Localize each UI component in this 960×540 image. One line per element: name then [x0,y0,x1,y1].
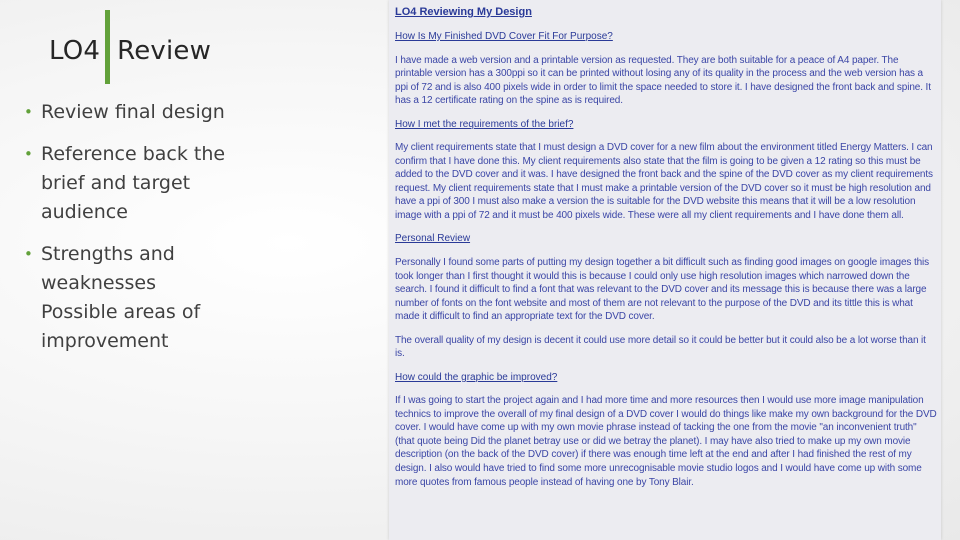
section-heading: Personal Review [395,233,471,245]
bullet-item [21,98,381,127]
section-heading: How I met the requirements of the brief? [395,118,574,130]
bullet-item [21,140,381,227]
bullet-text: Strengths and weaknesses Possible areas of improvement [41,243,201,352]
bullet-text: Reference back the brief and target audience [41,143,226,223]
section-heading: How Is My Finished DVD Cover Fit For Purpose? [395,31,613,42]
slide-title: LO4 Review [49,36,212,66]
bullet-list [21,98,381,369]
section-paragraph: Personally I found some parts of putting my design together a bit difficult such as finding good images on google images this took longer than I first thought it would this is because I could only use high resolution images which narrowed down the search. I found it difficult to find a font that was relevant to the DVD cover and its message this is because there was a large number of fonts on the font website and most of them are not relevant to the purpose of the DVD and its tittle this is what made it difficult to find an appropriate text for the DVD cover. [395,256,930,323]
section-paragraph: If I was going to start the project again and I had more time and more resources then I would use more image manipulation technics to improve the overall of my final design of a DVD cover I would do things like make my own background for the DVD cover. I would have come up with my own movie phrase instead of tacking the one from the movie "an inconvenient truth" (that quote being Did the planet betray use or did we betray the planet). I may have also tried to make up my own movie description (on the back of the DVD cover) if there was enough time left at the end and after I had finished the rest of my design. I also would have tried to find some more unrecognisable movie studio logos and I would have come up with some more quotes from famous people instead of having one by Tony Blair. [395,395,937,488]
bullet-item [21,240,381,356]
section-paragraph: I have made a web version and a printable version as requested. They are both suitable for a peace of A4 paper. The printable version has a 300ppi so it can be printed without losing any of its quality in the process and the web version has a ppi of 72 and is also 400 pixels wide in order to limit the space needed to store it. I have designed the front back and spine. It has a 12 certificate rating on the spine as is required. [395,54,931,107]
section-paragraph: The overall quality of my design is decent it could use more detail so it could be better but it could also be a lot worse than it is. [395,334,926,360]
bullet-dot-icon: • [24,145,33,163]
bullet-dot-icon: • [24,103,33,121]
document-image [389,0,941,540]
bullet-text: Review final design [41,101,225,123]
section-paragraph: My client requirements state that I must design a DVD cover for a new film about the environment titled Energy Matters. I can confirm that I have done this. My client requirements also state that the film is going to be given a 12 rating so this must be added to the DVD cover and it was. I have designed the front back and the spine of the DVD cover as my client requirements request. My client requirements state that I must make a printable version of the DVD cover so it must be high resolution and have a ppi of 300 I must also make a version the is suitable for the DVD website this means that it will be a low resolution image with a ppi of 72 and it must be 400 pixels wide. These were all my client requirements and I have done them all. [395,142,933,221]
document-content [395,5,937,499]
section-heading: How could the graphic be improved? [395,371,558,383]
document-title: LO4 Reviewing My Design [395,6,532,18]
bullet-dot-icon: • [24,245,33,263]
